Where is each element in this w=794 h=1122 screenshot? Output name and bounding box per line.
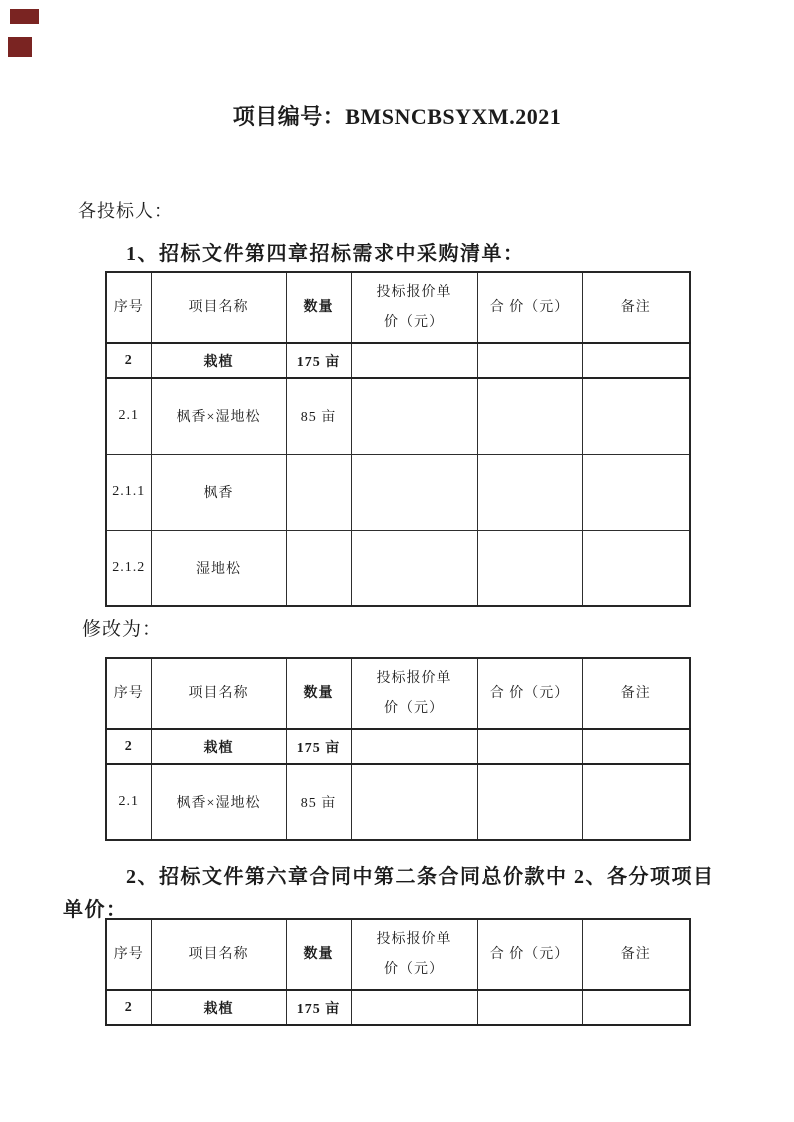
table-cell: 175 亩 (286, 343, 351, 378)
table-cell (582, 990, 690, 1025)
table-cell: 栽植 (151, 729, 286, 764)
column-header: 投标报价单价（元） (351, 658, 477, 729)
table-cell: 湿地松 (151, 530, 286, 606)
table-row (106, 454, 690, 530)
column-header: 合 价（元） (477, 658, 582, 729)
table-cell: 175 亩 (286, 729, 351, 764)
table-cell (477, 764, 582, 840)
document-title: 项目编号：BMSNCBSYXM.2021 (232, 104, 562, 129)
unit-price-table (105, 918, 691, 1026)
column-header: 项目名称 (151, 272, 286, 343)
table-cell (582, 343, 690, 378)
column-header: 项目名称 (151, 919, 286, 990)
column-header: 数量 (286, 658, 351, 729)
table-cell (286, 530, 351, 606)
table-cell (582, 764, 690, 840)
table-cell (582, 729, 690, 764)
table-row (106, 530, 690, 606)
table-cell: 2.1.2 (106, 530, 151, 606)
scan-mark-icon (8, 37, 32, 57)
table-cell: 2 (106, 729, 151, 764)
table-cell (477, 343, 582, 378)
section-1-heading: 1、招标文件第四章招标需求中采购清单： (126, 243, 525, 265)
table-cell (477, 729, 582, 764)
table-row (106, 764, 690, 840)
table-cell (351, 729, 477, 764)
header-row (106, 919, 690, 990)
table-cell: 2.1 (106, 378, 151, 454)
modified-to-label: 修改为： (82, 619, 163, 640)
section-2-heading-line2: 单价： (63, 899, 128, 921)
table-row (106, 378, 690, 454)
table-cell: 2 (106, 343, 151, 378)
table-cell (582, 454, 690, 530)
scan-mark-icon (10, 9, 39, 24)
table-cell: 175 亩 (286, 990, 351, 1025)
table-cell (351, 378, 477, 454)
table-cell (351, 343, 477, 378)
table-cell: 栽植 (151, 343, 286, 378)
table-cell: 2.1.1 (106, 454, 151, 530)
table-cell (286, 454, 351, 530)
table-cell (582, 378, 690, 454)
table-cell: 栽植 (151, 990, 286, 1025)
table-cell (351, 530, 477, 606)
column-header: 备注 (582, 919, 690, 990)
column-header: 投标报价单价（元） (351, 272, 477, 343)
procurement-list-table (105, 271, 691, 607)
table-row (106, 990, 690, 1025)
table-cell: 枫香×湿地松 (151, 378, 286, 454)
column-header: 序号 (106, 919, 151, 990)
table-cell (351, 764, 477, 840)
table-cell: 2.1 (106, 764, 151, 840)
table-cell: 枫香×湿地松 (151, 764, 286, 840)
column-header: 项目名称 (151, 658, 286, 729)
section-2-heading-line1: 2、招标文件第六章合同中第二条合同总价款中 2、各分项项目 (126, 866, 715, 888)
table-cell: 85 亩 (286, 764, 351, 840)
table-cell: 枫香 (151, 454, 286, 530)
salutation-text: 各投标人： (78, 201, 173, 221)
column-header: 投标报价单价（元） (351, 919, 477, 990)
table-cell (582, 530, 690, 606)
table-cell (477, 990, 582, 1025)
table-row (106, 729, 690, 764)
header-row (106, 658, 690, 729)
table-row (106, 343, 690, 378)
table-cell (477, 454, 582, 530)
table-cell: 2 (106, 990, 151, 1025)
table-cell (351, 990, 477, 1025)
modified-procurement-table (105, 657, 691, 841)
table-cell (477, 378, 582, 454)
table-cell: 85 亩 (286, 378, 351, 454)
header-row (106, 272, 690, 343)
column-header: 合 价（元） (477, 272, 582, 343)
column-header: 序号 (106, 272, 151, 343)
table-cell (351, 454, 477, 530)
column-header: 数量 (286, 272, 351, 343)
column-header: 合 价（元） (477, 919, 582, 990)
column-header: 备注 (582, 272, 690, 343)
column-header: 数量 (286, 919, 351, 990)
column-header: 序号 (106, 658, 151, 729)
table-cell (477, 530, 582, 606)
column-header: 备注 (582, 658, 690, 729)
